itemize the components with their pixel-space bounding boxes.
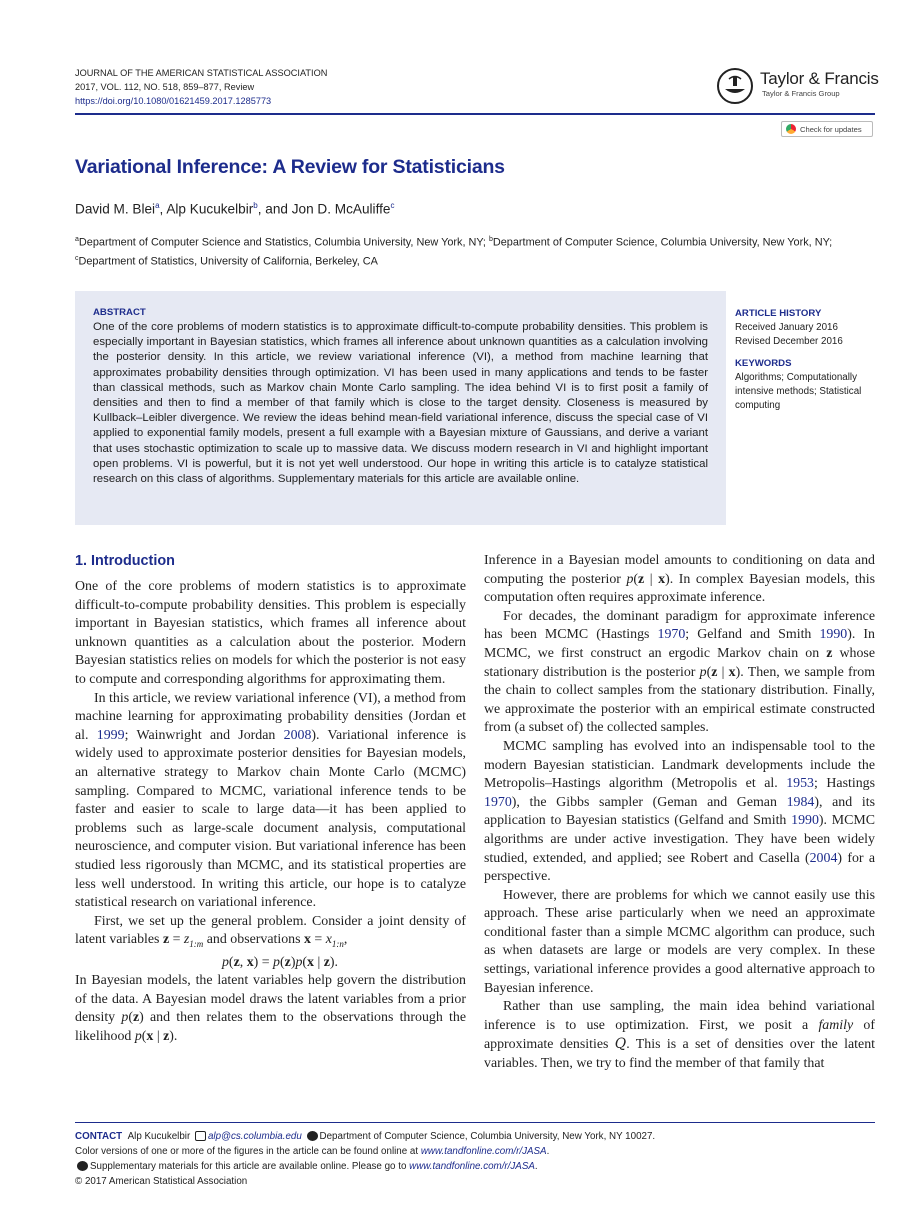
- citation-link[interactable]: 1970: [484, 794, 512, 810]
- citation-link[interactable]: 1953: [786, 776, 814, 792]
- affiliations: $^a$Department of Computer Science and Statistics, Columbia University, New York, NY; $^b$Department of Computer Science, Columbia University, New York, NY; $^c$Department of Statistics, University of California, Berkeley, CA: [75, 236, 833, 268]
- citation-link[interactable]: 1984: [786, 794, 815, 810]
- history-heading: ARTICLE HISTORY: [735, 308, 822, 319]
- paragraph: However, there are problems for which we cannot easily use this approach. These arise particularly when we need an approximate conditional faster than a simple MCMC algorithm can produce, such as when datasets are large or models are very complex. In these settings, variational inference provides a good alternative approach to Bayesian inference.: [484, 887, 875, 996]
- footer: [75, 1129, 875, 1189]
- citation-link[interactable]: 1990: [819, 627, 848, 643]
- author-list: David M. Blei$^a$, Alp Kucukelbir$^b$, and Jon D. McAuliffe$^c$: [75, 201, 395, 217]
- citation-link[interactable]: 1990: [791, 813, 819, 829]
- journal-header: [75, 66, 327, 108]
- journal-name: JOURNAL OF THE AMERICAN STATISTICAL ASSOCIATION: [75, 68, 328, 78]
- section-title: 1. Introduction: [75, 553, 175, 569]
- header-rule: [75, 113, 875, 115]
- email-icon: [195, 1131, 206, 1141]
- abstract-text: One of the core problems of modern statistics is to approximate difficult-to-compute probability densities. This problem is especially important in Bayesian statistics, which frames all inference about unknown quantities as a calculation involving the posterior density. In this article, we review variational inference (VI), a method from machine learning that approximates probability densities through optimization. VI has been used in many applications and tends to be faster than classical methods, such as Markov chain Monte Carlo sampling. The idea behind VI is to first posit a family of densities and then to find a member of that family which is close to the target density. Closeness is measured by Kullback–Leibler divergence. We review the ideas behind mean-field variational inference, discuss the special case of VI applied to exponential family models, present a full example with a Bayesian mixture of Gaussians, and derive a variant that uses stochastic optimization to scale up to massive data. We discuss modern research in VI and highlight important open problems. VI is powerful, but it is not yet well understood. Our hope in writing this article is to catalyze statistical research on this class of algorithms. Supplementary materials for this article are available online.: [93, 321, 708, 486]
- article-sidebar: [735, 307, 875, 413]
- check-updates-label: Check for updates: [800, 124, 862, 134]
- paragraph: For decades, the dominant paradigm for approximate inference has been MCMC (Hastings 1970; Gelfand and Smith 1990). In MCMC, we first construct an ergodic Markov chain on z whose stationary distribution is the posterior p(z | x). Then, we sample from the chain to collect samples from the stationary distribution. Finally, we approximate the posterior with an empirical estimate constructed from (a subset of) the collected samples.: [484, 608, 875, 736]
- crossmark-icon: [786, 124, 796, 134]
- publisher-group: Taylor & Francis Group: [762, 89, 840, 98]
- abstract-heading: ABSTRACT: [93, 307, 146, 318]
- author-affil-mark: c: [390, 201, 395, 210]
- author-name[interactable]: David M. Blei: [75, 201, 156, 217]
- paragraph: MCMC sampling has evolved into an indispensable tool to the modern Bayesian statistician. Landmark developments include the Metropolis–Hastings algorithm (Metropolis et al. 1953; Hastings 1970), the Gibbs sampler (Geman and Geman 1984), and its application to Bayesian statistics (Gelfand and Smith 1990). MCMC algorithms are under active investigation. They have been widely studied, extended, and applied; see Robert and Casella (2004) for a perspective.: [484, 738, 876, 885]
- address-icon: [307, 1131, 318, 1141]
- contact-email-link[interactable]: alp@cs.columbia.edu: [207, 1131, 302, 1142]
- doi-link[interactable]: https://doi.org/10.1080/01621459.2017.1285773: [75, 96, 272, 106]
- abstract-box: [75, 291, 726, 525]
- author-affil-mark: a: [155, 201, 160, 210]
- supplementary-icon: [77, 1161, 88, 1171]
- taylor-francis-logo-icon: [716, 67, 754, 105]
- article-title: Variational Inference: A Review for Statisticians: [75, 156, 505, 178]
- citation-link[interactable]: 1999: [96, 727, 125, 743]
- paragraph: Rather than use sampling, the main idea behind variational inference is to use optimization. First, we posit a family of approximate densities Q. This is a set of densities over the latent variables. Then, we try to find the member of that family that: [484, 999, 876, 1072]
- equation: p(z, x) = p(z)p(x | z).: [221, 954, 339, 970]
- keywords-heading: KEYWORDS: [735, 358, 792, 369]
- paragraph: Inference in a Bayesian model amounts to conditioning on data and computing the posterior p(z | x). In complex Bayesian models, this computation often requires approximate inference.: [484, 553, 875, 606]
- body-column-right: [484, 552, 875, 1074]
- author-name[interactable]: Jon D. McAuliffe: [291, 201, 391, 217]
- supp-url-link[interactable]: www.tandfonline.com/r/JASA: [409, 1161, 535, 1172]
- contact-line: CONTACT Alp Kucukelbir alp@cs.columbia.edu Department of Computer Science, Columbia University, New York, NY 10027.: [75, 1131, 656, 1142]
- paragraph: In Bayesian models, the latent variables help govern the distribution of the data. A Bayesian model draws the latent variables from a prior density p(z) and then relates them to the observations through the likelihood p(x | z).: [75, 973, 466, 1045]
- copyright: © 2017 American Statistical Association: [75, 1176, 248, 1187]
- color-note: Color versions of one or more of the figures in the article can be found online at www.tandfonline.com/r/JASA.: [75, 1146, 550, 1157]
- check-updates-button[interactable]: [781, 121, 873, 137]
- paragraph: One of the core problems of modern statistics is to approximate difficult-to-compute probability densities. This problem is especially important in Bayesian statistics, which frames all inference about unknown quantities as a calculation about the posterior. Modern Bayesian statistics relies on models for which the posterior is not easy to compute and corresponding algorithms for approximating them.: [75, 579, 466, 687]
- received-date: Received January 2016: [735, 322, 838, 333]
- paragraph: First, we set up the general problem. Consider a joint density of latent variables $z = z_{1:m}$ and observations $x = x_{1:n}$,: [75, 913, 466, 950]
- supplementary-note: Supplementary materials for this article are available online. Please go to www.tandfonline.com/r/JASA.: [75, 1159, 875, 1174]
- publisher-name: Taylor & Francis: [760, 69, 879, 88]
- revised-date: Revised December 2016: [735, 336, 843, 347]
- citation-link[interactable]: 2008: [283, 727, 312, 743]
- body-column-left: [75, 552, 466, 1047]
- journal-volume: 2017, VOL. 112, NO. 518, 859–877, Review: [75, 82, 255, 92]
- footer-rule: [75, 1122, 875, 1123]
- citation-link[interactable]: 2004: [809, 850, 838, 866]
- color-url-link[interactable]: www.tandfonline.com/r/JASA: [420, 1146, 547, 1157]
- citation-link[interactable]: 1970: [657, 627, 686, 643]
- author-name[interactable]: Alp Kucukelbir: [166, 201, 254, 217]
- author-affil-mark: b: [253, 201, 258, 210]
- contact-label: CONTACT: [75, 1131, 123, 1142]
- paragraph: In this article, we review variational inference (VI), a method from machine learning for approximating probability densities (Jordan et al. 1999; Wainwright and Jordan 2008). Variational inference is widely used to approximate posterior densities for Bayesian models, an alternative strategy to Markov chain Monte Carlo (MCMC) sampling. Compared to MCMC, variational inference tends to be faster and easier to scale to large data—it has been applied to problems such as large-scale document analysis, computational neuroscience, and computer vision. But variational inference has been studied less rigorously than MCMC, and its statistical properties are less well understood. In writing this article, our hope is to catalyze statistical research on variational inference.: [75, 690, 466, 911]
- keywords: Algorithms; Computationally intensive methods; Statistical computing: [735, 372, 862, 411]
